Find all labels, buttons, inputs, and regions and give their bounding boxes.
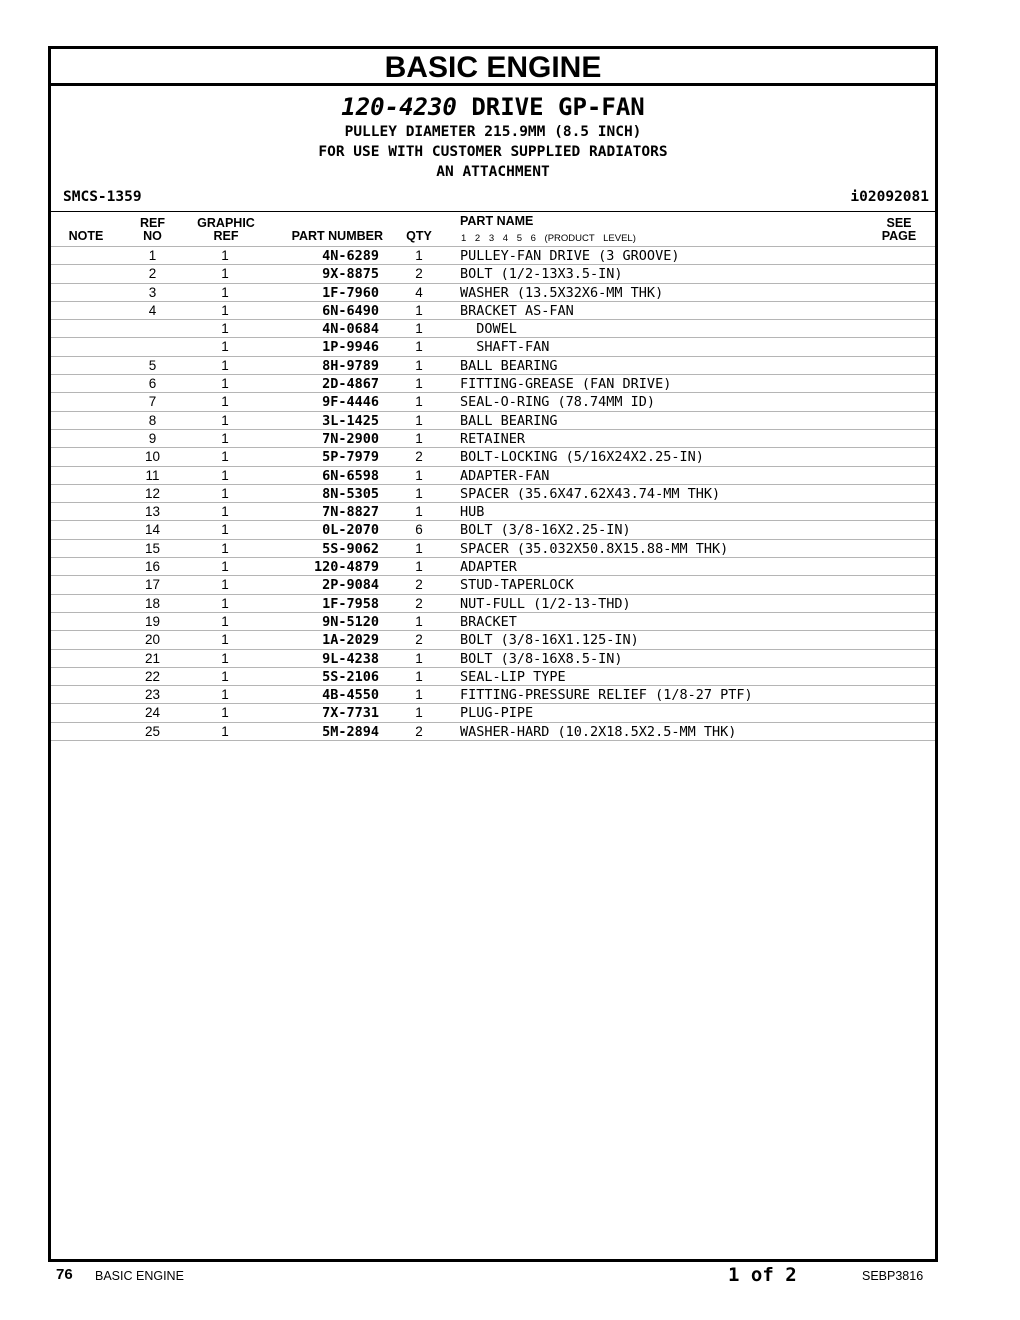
ref-no-cell: 6 bbox=[148, 376, 157, 392]
qty-cell: 1 bbox=[415, 248, 423, 263]
part-number-cell: 4B-4550 bbox=[322, 687, 379, 704]
ref-no-cell: 21 bbox=[144, 650, 161, 666]
col-header-ref-no-line: NO bbox=[143, 229, 162, 243]
ref-no-cell: 24 bbox=[144, 705, 161, 721]
part-number-cell: 3L-1425 bbox=[322, 412, 379, 429]
qty-cell: 1 bbox=[415, 302, 423, 318]
graphic-ref-cell: 1 bbox=[221, 613, 229, 629]
qty-cell: 1 bbox=[415, 559, 423, 575]
graphic-ref-cell: 1 bbox=[221, 559, 229, 575]
table-row bbox=[51, 466, 935, 484]
graphic-ref-cell: 1 bbox=[221, 357, 229, 373]
part-name-cell: STUD-TAPERLOCK bbox=[460, 577, 574, 594]
part-number-cell: 5M-2894 bbox=[322, 723, 379, 740]
col-header-see-page-line: PAGE bbox=[881, 229, 917, 243]
table-row bbox=[51, 557, 935, 575]
col-header-note: NOTE bbox=[68, 229, 104, 243]
graphic-ref-cell: 1 bbox=[221, 467, 229, 483]
ref-no-cell: 7 bbox=[148, 394, 157, 410]
table-row bbox=[51, 520, 935, 538]
qty-cell: 1 bbox=[415, 705, 423, 721]
table-row bbox=[51, 685, 935, 703]
qty-cell: 1 bbox=[415, 613, 423, 629]
qty-cell: 1 bbox=[415, 376, 423, 392]
table-row bbox=[51, 411, 935, 429]
part-number-cell: 7N-8827 bbox=[322, 504, 379, 521]
qty-cell: 1 bbox=[415, 357, 423, 373]
table-row bbox=[51, 649, 935, 667]
part-number-cell: 7N-2900 bbox=[322, 430, 379, 447]
part-name-cell: DOWEL bbox=[460, 321, 517, 338]
table-row bbox=[51, 447, 935, 465]
col-header-graphic-ref-line: GRAPHIC bbox=[197, 216, 255, 230]
table-row bbox=[51, 283, 935, 301]
graphic-ref-cell: 1 bbox=[221, 339, 229, 355]
part-name-cell: BOLT-LOCKING (5/16X24X2.25-IN) bbox=[460, 449, 704, 466]
part-name-cell: SEAL-LIP TYPE bbox=[460, 668, 566, 685]
graphic-ref-cell: 1 bbox=[221, 394, 229, 410]
table-row bbox=[51, 575, 935, 593]
footer-document-id: SEBP3816 bbox=[862, 1269, 924, 1283]
ref-no-cell: 1 bbox=[148, 248, 157, 263]
part-name-cell: PULLEY-FAN DRIVE (3 GROOVE) bbox=[460, 248, 680, 264]
part-number-cell: 2P-9084 bbox=[322, 577, 379, 594]
table-row bbox=[51, 356, 935, 374]
ref-no-cell: 15 bbox=[144, 540, 161, 556]
col-header-graphic-ref bbox=[191, 217, 261, 243]
table-row bbox=[51, 722, 935, 741]
graphic-ref-cell: 1 bbox=[221, 705, 229, 721]
part-number-cell: 2D-4867 bbox=[322, 376, 379, 393]
part-name-cell: BRACKET AS-FAN bbox=[460, 302, 574, 319]
qty-cell: 1 bbox=[415, 467, 423, 483]
graphic-ref-cell: 1 bbox=[221, 723, 229, 739]
ref-no-cell: 20 bbox=[144, 632, 161, 648]
footer-page-number: 76 bbox=[56, 1266, 73, 1283]
parts-table bbox=[51, 246, 935, 741]
graphic-ref-cell: 1 bbox=[221, 522, 229, 538]
footer-page-of: 1 of 2 bbox=[728, 1264, 797, 1286]
table-row bbox=[51, 502, 935, 520]
table-row bbox=[51, 539, 935, 557]
graphic-ref-cell: 1 bbox=[221, 650, 229, 666]
part-number-cell: 6N-6490 bbox=[322, 302, 379, 319]
header-divider bbox=[51, 211, 935, 212]
qty-cell: 1 bbox=[415, 321, 423, 337]
part-name-cell: BOLT (3/8-16X1.125-IN) bbox=[460, 632, 639, 649]
graphic-ref-cell: 1 bbox=[221, 668, 229, 684]
illustration-id: i02092081 bbox=[850, 189, 929, 205]
part-number-cell: 9L-4238 bbox=[322, 650, 379, 667]
part-number-cell: 1F-7960 bbox=[322, 284, 379, 301]
table-row bbox=[51, 630, 935, 648]
part-number-cell: 8N-5305 bbox=[322, 485, 379, 502]
product-level-indicator: 1 2 3 4 5 6 (PRODUCT LEVEL) bbox=[461, 233, 636, 244]
graphic-ref-cell: 1 bbox=[221, 504, 229, 520]
graphic-ref-cell: 1 bbox=[221, 449, 229, 465]
qty-cell: 2 bbox=[415, 577, 423, 593]
graphic-ref-cell: 1 bbox=[221, 266, 229, 282]
graphic-ref-cell: 1 bbox=[221, 632, 229, 648]
qty-cell: 2 bbox=[415, 449, 423, 465]
part-number-cell: 9F-4446 bbox=[322, 394, 379, 411]
graphic-ref-cell: 1 bbox=[221, 284, 229, 300]
ref-no-cell: 4 bbox=[148, 302, 157, 318]
ref-no-cell: 11 bbox=[145, 467, 160, 483]
table-row bbox=[51, 484, 935, 502]
table-row bbox=[51, 319, 935, 337]
footer-section-name: BASIC ENGINE bbox=[95, 1269, 184, 1283]
col-header-ref-no-line: REF bbox=[140, 216, 165, 230]
smcs-code: SMCS-1359 bbox=[63, 189, 142, 205]
graphic-ref-cell: 1 bbox=[221, 430, 229, 446]
qty-cell: 1 bbox=[415, 430, 423, 446]
ref-no-cell: 10 bbox=[144, 449, 161, 465]
ref-no-cell: 5 bbox=[148, 357, 157, 373]
part-number-cell: 1F-7958 bbox=[322, 595, 379, 612]
part-name-cell: SEAL-O-RING (78.74MM ID) bbox=[460, 394, 656, 411]
col-header-see-page bbox=[877, 217, 921, 243]
part-name-cell: SPACER (35.6X47.62X43.74-MM THK) bbox=[460, 485, 721, 502]
table-row bbox=[51, 264, 935, 282]
table-row bbox=[51, 246, 935, 264]
graphic-ref-cell: 1 bbox=[221, 302, 229, 318]
group-description-line: AN ATTACHMENT bbox=[436, 164, 550, 180]
group-name: DRIVE GP-FAN bbox=[471, 93, 645, 121]
graphic-ref-cell: 1 bbox=[221, 248, 229, 263]
table-row bbox=[51, 301, 935, 319]
ref-no-cell: 8 bbox=[148, 412, 157, 428]
qty-cell: 1 bbox=[415, 412, 423, 428]
part-name-cell: ADAPTER bbox=[460, 559, 517, 576]
part-name-cell: FITTING-PRESSURE RELIEF (1/8-27 PTF) bbox=[460, 687, 753, 704]
part-number-cell: 4N-6289 bbox=[322, 248, 379, 264]
qty-cell: 2 bbox=[415, 632, 423, 648]
ref-no-cell: 14 bbox=[144, 522, 161, 538]
part-name-cell: RETAINER bbox=[460, 430, 526, 447]
part-name-cell: BRACKET bbox=[460, 613, 517, 630]
part-name-cell: BALL BEARING bbox=[460, 412, 558, 429]
ref-no-cell: 2 bbox=[148, 266, 157, 282]
qty-cell: 2 bbox=[415, 595, 423, 611]
table-row bbox=[51, 374, 935, 392]
qty-cell: 1 bbox=[415, 687, 423, 703]
ref-no-cell: 9 bbox=[148, 430, 157, 446]
part-name-cell: PLUG-PIPE bbox=[460, 705, 534, 722]
part-number-cell: 1A-2029 bbox=[322, 632, 379, 649]
qty-cell: 2 bbox=[415, 723, 423, 739]
graphic-ref-cell: 1 bbox=[221, 412, 229, 428]
table-row bbox=[51, 392, 935, 410]
col-header-graphic-ref-line: REF bbox=[213, 229, 239, 243]
col-header-part-number: PART NUMBER bbox=[291, 229, 383, 243]
part-name-cell: WASHER (13.5X32X6-MM THK) bbox=[460, 284, 664, 301]
part-number-cell: 4N-0684 bbox=[322, 321, 379, 338]
graphic-ref-cell: 1 bbox=[221, 595, 229, 611]
qty-cell: 1 bbox=[415, 394, 423, 410]
qty-cell: 2 bbox=[415, 266, 423, 282]
ref-no-cell: 16 bbox=[144, 559, 161, 575]
qty-cell: 4 bbox=[415, 284, 423, 300]
part-name-cell: ADAPTER-FAN bbox=[460, 467, 550, 484]
table-row bbox=[51, 703, 935, 721]
part-number-cell: 5P-7979 bbox=[322, 449, 379, 466]
col-header-ref-no bbox=[131, 217, 174, 243]
ref-no-cell: 18 bbox=[144, 595, 161, 611]
graphic-ref-cell: 1 bbox=[221, 321, 229, 337]
group-description-line: FOR USE WITH CUSTOMER SUPPLIED RADIATORS bbox=[318, 144, 668, 160]
table-row bbox=[51, 337, 935, 355]
part-name-cell: SHAFT-FAN bbox=[460, 339, 550, 356]
graphic-ref-cell: 1 bbox=[221, 687, 229, 703]
graphic-ref-cell: 1 bbox=[221, 577, 229, 593]
col-header-qty: QTY bbox=[406, 229, 432, 243]
qty-cell: 1 bbox=[415, 668, 423, 684]
graphic-ref-cell: 1 bbox=[221, 485, 229, 501]
part-name-cell: BALL BEARING bbox=[460, 357, 558, 374]
section-title: BASIC ENGINE bbox=[51, 49, 935, 86]
table-row bbox=[51, 594, 935, 612]
part-number-cell: 1P-9946 bbox=[322, 339, 379, 356]
part-name-cell: FITTING-GREASE (FAN DRIVE) bbox=[460, 376, 672, 393]
part-number-cell: 9X-8875 bbox=[322, 266, 379, 283]
qty-cell: 1 bbox=[415, 504, 423, 520]
graphic-ref-cell: 1 bbox=[221, 540, 229, 556]
group-title bbox=[51, 93, 935, 121]
ref-no-cell: 17 bbox=[144, 577, 161, 593]
graphic-ref-cell: 1 bbox=[221, 376, 229, 392]
page-frame bbox=[48, 46, 938, 1262]
group-number: 120-4230 bbox=[341, 93, 457, 121]
part-number-cell: 8H-9789 bbox=[322, 357, 379, 374]
qty-cell: 1 bbox=[415, 540, 423, 556]
part-number-cell: 5S-2106 bbox=[322, 668, 379, 685]
part-number-cell: 5S-9062 bbox=[322, 540, 379, 557]
qty-cell: 1 bbox=[415, 485, 423, 501]
ref-no-cell: 22 bbox=[144, 668, 161, 684]
qty-cell: 1 bbox=[415, 650, 423, 666]
part-name-cell: BOLT (3/8-16X8.5-IN) bbox=[460, 650, 623, 667]
part-name-cell: HUB bbox=[460, 504, 485, 521]
part-number-cell: 7X-7731 bbox=[322, 705, 379, 722]
part-name-cell: SPACER (35.032X50.8X15.88-MM THK) bbox=[460, 540, 729, 557]
ref-no-cell: 12 bbox=[144, 485, 161, 501]
table-row bbox=[51, 612, 935, 630]
ref-no-cell: 3 bbox=[148, 284, 157, 300]
ref-no-cell: 25 bbox=[144, 723, 161, 739]
col-header-see-page-line: SEE bbox=[886, 216, 912, 230]
ref-no-cell: 19 bbox=[144, 613, 161, 629]
group-description-line: PULLEY DIAMETER 215.9MM (8.5 INCH) bbox=[344, 124, 642, 140]
part-name-cell: BOLT (3/8-16X2.25-IN) bbox=[460, 522, 631, 539]
part-number-cell: 9N-5120 bbox=[322, 613, 379, 630]
ref-no-cell: 23 bbox=[144, 687, 161, 703]
col-header-part-name: PART NAME bbox=[460, 214, 534, 228]
part-number-cell: 120-4879 bbox=[313, 559, 379, 576]
part-name-cell: BOLT (1/2-13X3.5-IN) bbox=[460, 266, 623, 283]
qty-cell: 1 bbox=[415, 339, 423, 355]
part-name-cell: NUT-FULL (1/2-13-THD) bbox=[460, 595, 631, 612]
table-row bbox=[51, 667, 935, 685]
qty-cell: 6 bbox=[415, 522, 423, 538]
ref-no-cell: 13 bbox=[144, 504, 161, 520]
table-row bbox=[51, 429, 935, 447]
part-name-cell: WASHER-HARD (10.2X18.5X2.5-MM THK) bbox=[460, 723, 737, 740]
part-number-cell: 0L-2070 bbox=[322, 522, 379, 539]
part-number-cell: 6N-6598 bbox=[322, 467, 379, 484]
